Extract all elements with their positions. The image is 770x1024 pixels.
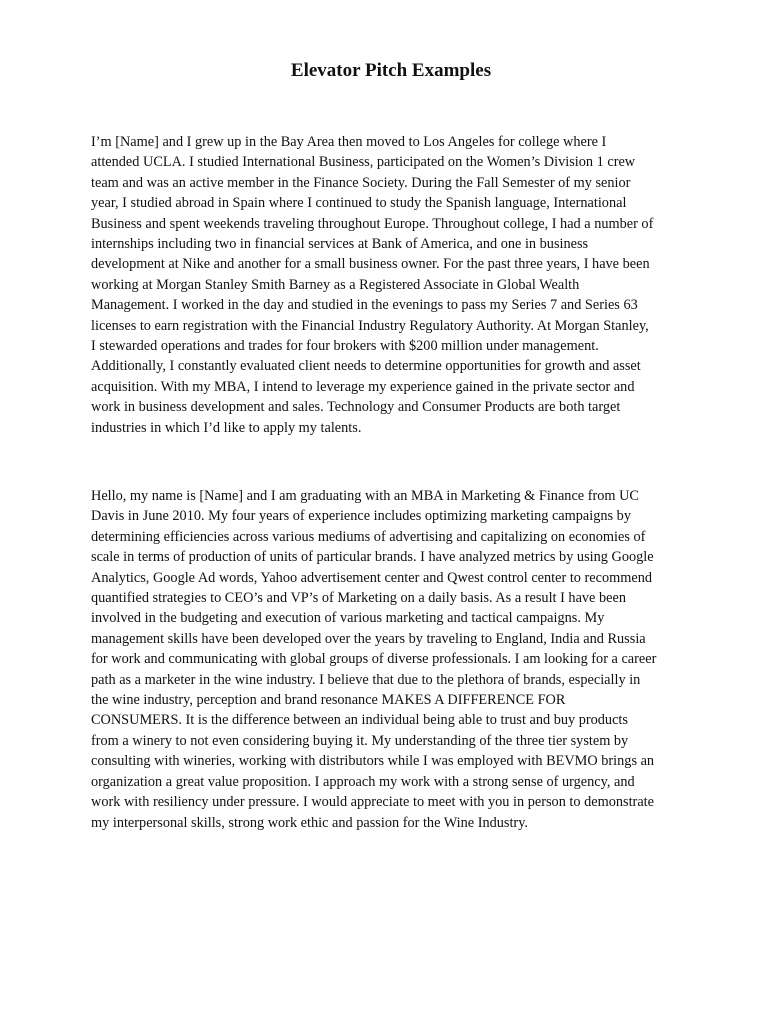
paragraph-line: year, I studied abroad in Spain where I continued to study the Spanish language, International <box>91 195 627 212</box>
paragraph-line: path as a marketer in the wine industry. I believe that due to the plethora of brands, especially in <box>91 671 641 688</box>
paragraph-line: internships including two in financial services at Bank of America, and one in business <box>91 236 589 253</box>
paragraph-line: from a winery to not even considering buying it. My understanding of the three tier system by <box>91 732 629 749</box>
paragraph-line: the wine industry, perception and brand resonance MAKES A DIFFERENCE FOR <box>91 692 566 709</box>
pitch-paragraph-1 <box>91 132 691 438</box>
paragraph-line: Business and spent weekends traveling throughout Europe. Throughout college, I had a number of <box>91 215 654 232</box>
paragraph-line: working at Morgan Stanley Smith Barney as a Registered Associate in Global Wealth <box>91 276 580 293</box>
paragraph-line: CONSUMERS. It is the difference between an individual being able to trust and buy products <box>91 712 628 729</box>
paragraph-line: management skills have been developed over the years by traveling to England, India and Russia <box>91 630 646 647</box>
paragraph-line: team and was an active member in the Finance Society. During the Fall Semester of my senior <box>91 174 631 191</box>
paragraph-line: involved in the budgeting and execution of various marketing and tactical campaigns. My <box>91 610 605 627</box>
paragraph-line: Davis in June 2010. My four years of experience includes optimizing marketing campaigns by <box>91 508 631 525</box>
paragraph-line: my interpersonal skills, strong work ethic and passion for the Wine Industry. <box>91 814 528 831</box>
paragraph-line: quantified strategies to CEO’s and VP’s of Marketing on a daily basis. As a result I have been <box>91 590 626 607</box>
paragraph-line: Additionally, I constantly evaluated client needs to determine opportunities for growth and asset <box>91 358 641 375</box>
paragraph-line: consulting with wineries, working with distributors while I was employed with BEVMO brings an <box>91 753 655 770</box>
paragraph-line: scale in terms of production of units of particular brands. I have analyzed metrics by using Google <box>91 549 654 566</box>
paragraph-line: industries in which I’d like to apply my talents. <box>91 419 362 436</box>
paragraph-line: work with resiliency under pressure. I would appreciate to meet with you in person to demonstrate <box>91 794 654 811</box>
paragraph-line: I’m [Name] and I grew up in the Bay Area then moved to Los Angeles for college where I <box>91 134 607 150</box>
paragraph-line: organization a great value proposition. I approach my work with a strong sense of urgency, and <box>91 773 635 790</box>
document-title: Elevator Pitch Examples <box>290 60 492 81</box>
paragraph-line: work in business development and sales. Technology and Consumer Products are both target <box>91 399 621 416</box>
paragraph-line: determining efficiencies across various mediums of advertising and capitalizing on economies of <box>91 528 646 545</box>
paragraph-line: attended UCLA. I studied International Business, participated on the Women’s Division 1 crew <box>91 154 636 171</box>
paragraph-line: Management. I worked in the day and studied in the evenings to pass my Series 7 and Series 63 <box>91 297 638 314</box>
paragraph-line: acquisition. With my MBA, I intend to leverage my experience gained in the private sector and <box>91 378 635 395</box>
paragraph-line: I stewarded operations and trades for four brokers with $200 million under management. <box>91 338 599 355</box>
pitch-paragraph-2 <box>91 486 691 833</box>
paragraph-line: licenses to earn registration with the Financial Industry Regulatory Authority. At Morgan Stanley, <box>91 317 649 334</box>
paragraph-line: development at Nike and another for a small business owner. For the past three years, I have been <box>91 256 650 273</box>
paragraph-line: for work and communicating with global groups of diverse professionals. I am looking for a career <box>91 651 657 668</box>
paragraph-line: Hello, my name is [Name] and I am graduating with an MBA in Marketing & Finance from UC <box>91 488 639 504</box>
paragraph-line: Analytics, Google Ad words, Yahoo advertisement center and Qwest control center to recommend <box>91 569 653 586</box>
